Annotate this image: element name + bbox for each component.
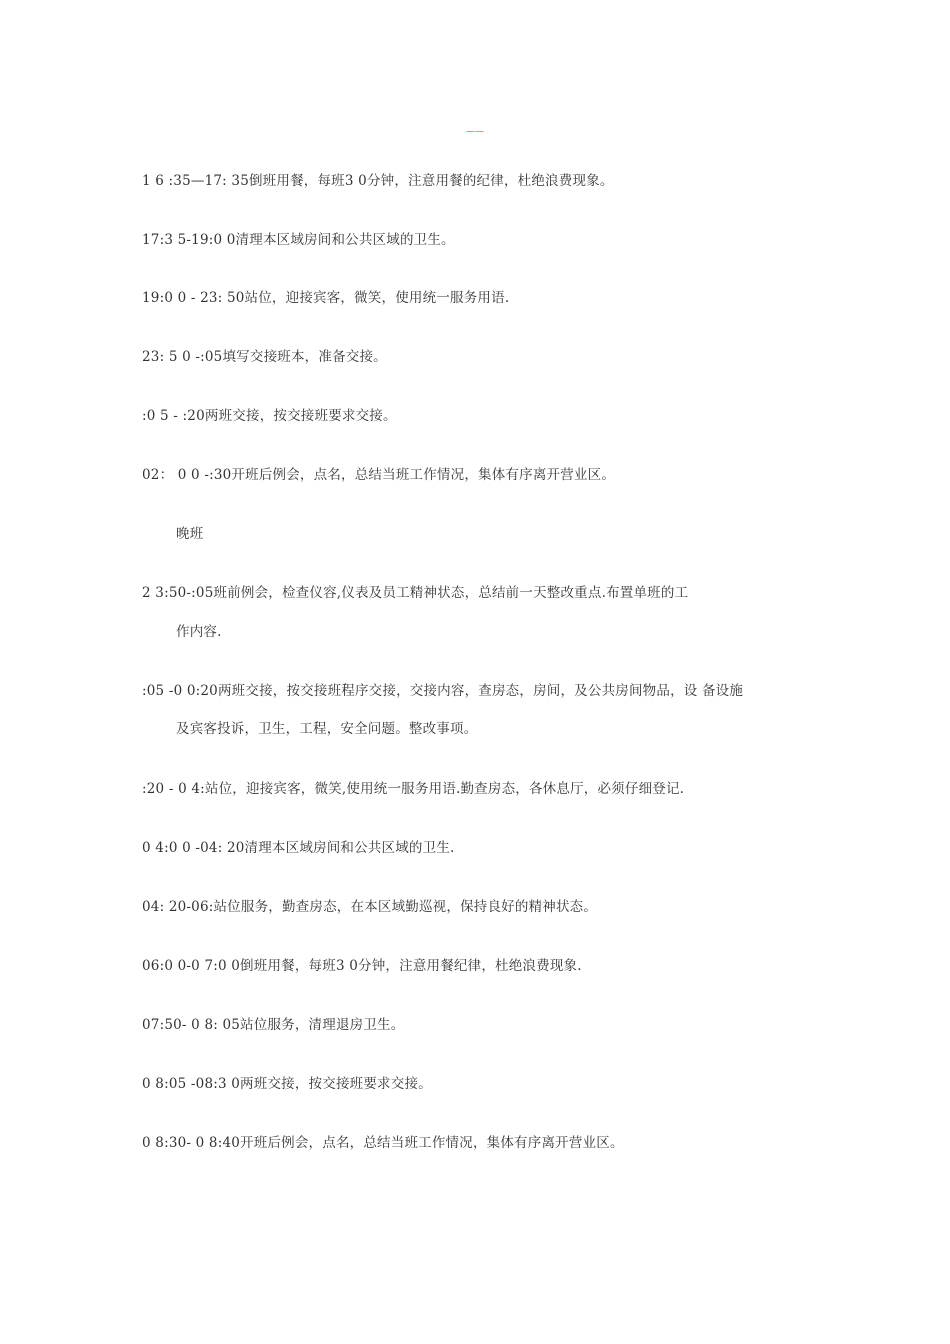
schedule-line-13: 07:50- 0 8: 05站位服务，清理退房卫生。 (142, 1017, 405, 1033)
schedule-line-11: 04: 20-06:站位服务，勤查房态，在本区域勤巡视，保持良好的精神状态。 (142, 899, 598, 915)
schedule-line-8-continued: 及宾客投诉，卫生，工程，安全问题。整改事项。 (176, 721, 478, 737)
schedule-line-3: 19:0 0 - 23: 50站位，迎接宾客，微笑，使用统一服务用语. (142, 290, 510, 306)
schedule-line-9: :20 - 0 4:站位，迎接宾客，微笑,使用统一服务用语.勤查房态，各休息厅，必须仔细登记. (142, 781, 685, 797)
section-heading-night-shift: 晚班 (176, 526, 204, 542)
schedule-line-14: 0 8:05 -08:3 0两班交接，按交接班要求交接。 (142, 1076, 432, 1092)
schedule-line-10: 0 4:0 0 -04: 20清理本区域房间和公共区域的卫生. (142, 840, 455, 856)
schedule-line-12: 06:0 0-0 7:0 0倒班用餐，每班3 0分钟，注意用餐纪律，杜绝浪费现象. (142, 958, 582, 974)
schedule-line-7: 2 3:50-:05班前例会，检查仪容,仪表及员工精神状态，总结前一天整改重点.布置单班的工 (142, 585, 689, 601)
schedule-line-7-continued: 作内容. (176, 624, 222, 640)
schedule-line-5: :0 5 - :20两班交接，按交接班要求交接。 (142, 408, 397, 424)
schedule-line-15: 0 8:30- 0 8:40开班后例会，点名，总结当班工作情况，集体有序离开营业区。 (142, 1135, 624, 1151)
schedule-line-2: 17:3 5-19:0 0清理本区域房间和公共区域的卫生。 (142, 232, 455, 248)
schedule-line-8: :05 -0 0:20两班交接，按交接班程序交接，交接内容，查房态，房间，及公共房间物品，设 备设施 (142, 683, 744, 699)
schedule-line-4: 23: 5 0 -:05填写交接班本，准备交接。 (142, 349, 387, 365)
schedule-line-1: 1 6 :35—17: 35倒班用餐，每班3 0分钟，注意用餐的纪律，杜绝浪费现象。 (142, 173, 614, 189)
schedule-line-6: 02： 0 0 -:30开班后例会，点名，总结当班工作情况，集体有序离开营业区。 (142, 467, 616, 483)
header-mark: —— (466, 127, 484, 137)
